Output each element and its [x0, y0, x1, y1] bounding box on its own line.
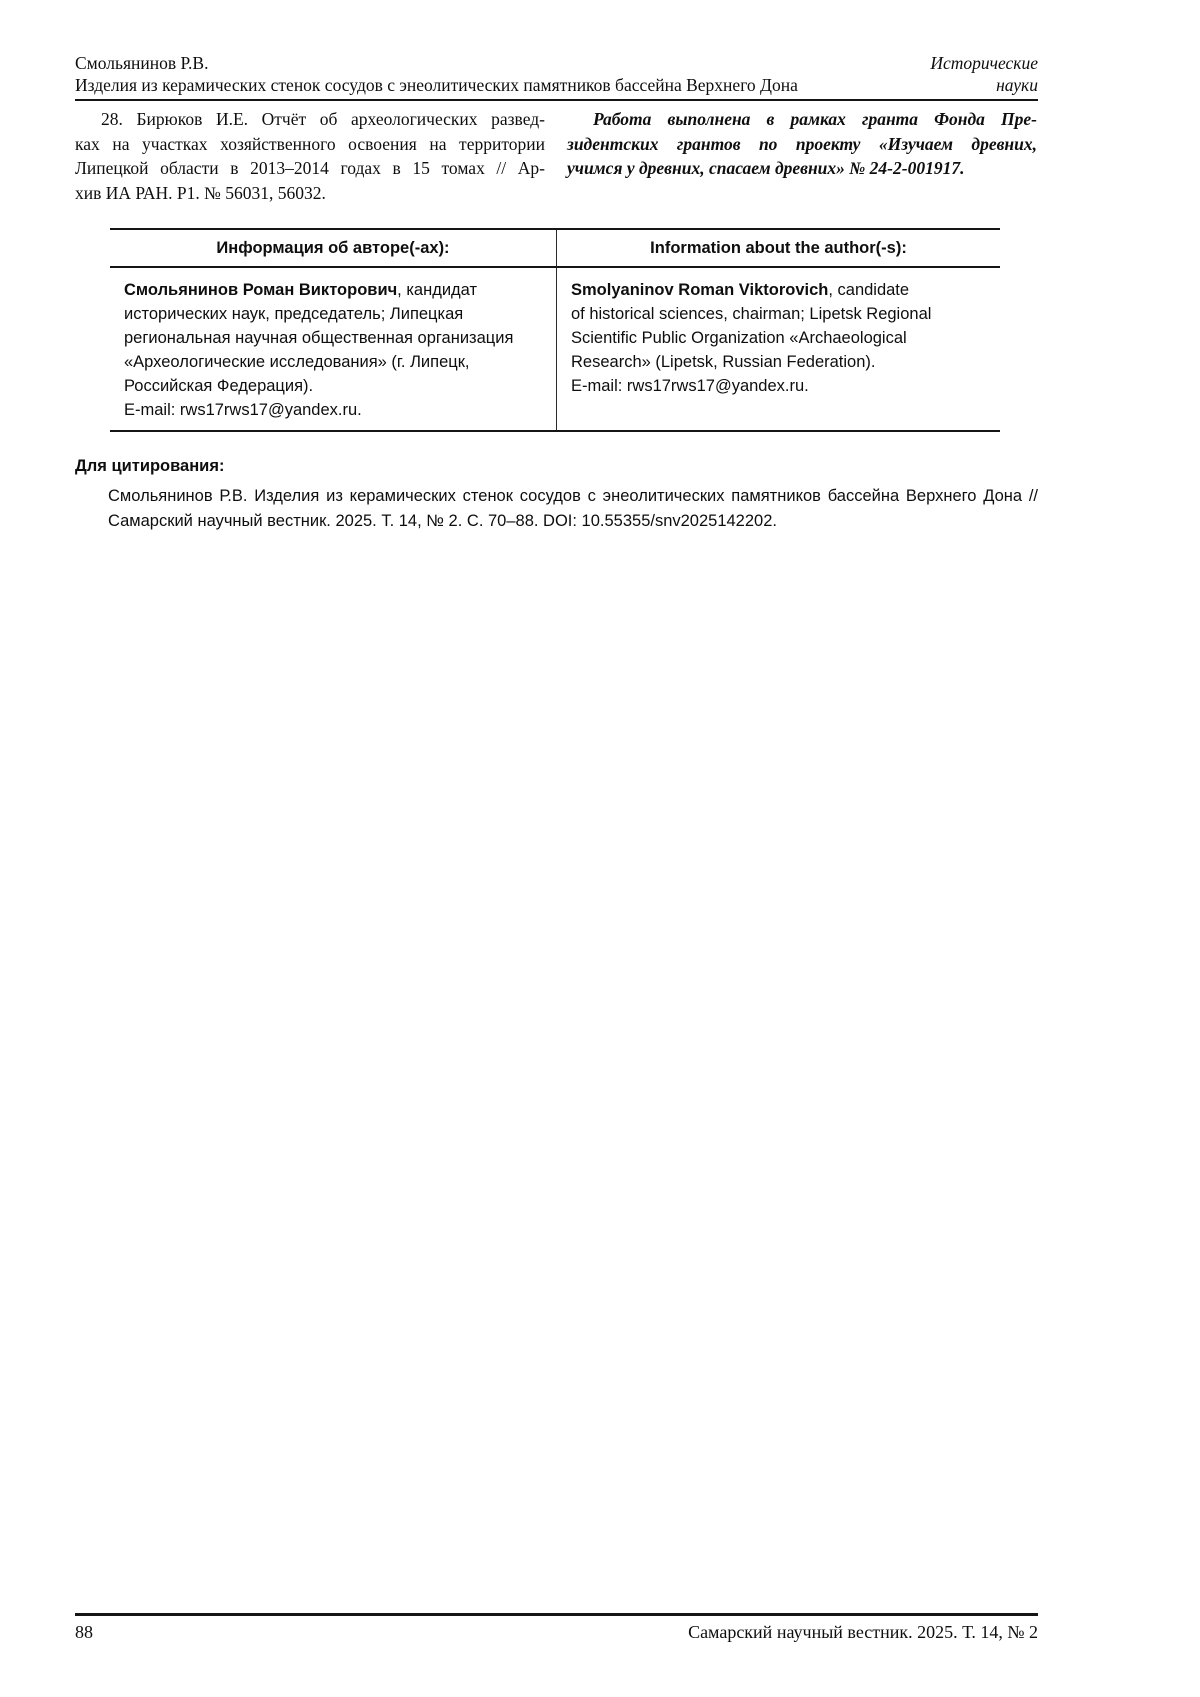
author-info-en	[557, 268, 1000, 430]
author-info-line: Research» (Lipetsk, Russian Federation).	[571, 353, 876, 371]
author-info-text: , кандидат	[397, 281, 478, 299]
author-info-text: , candidate	[828, 281, 910, 299]
reference-entry	[75, 107, 545, 205]
author-info-line	[124, 278, 542, 302]
table-header-ru: Информация об авторе(-ах):	[110, 230, 557, 268]
table-header-en: Information about the author(-s):	[557, 230, 1000, 268]
body-columns	[75, 107, 1037, 205]
reference-line: 28. Бирюков И.Е. Отчёт об археологических развед-	[101, 109, 545, 129]
author-name-ru: Смольянинов Роман Викторович	[124, 281, 398, 299]
grant-line: зидентских грантов по проекту «Изучаем древних,	[567, 133, 1037, 154]
journal-name: Самарский научный вестник. 2025. Т. 14, № 2	[688, 1622, 1038, 1642]
running-header	[75, 52, 1038, 101]
author-info-ru	[110, 268, 557, 430]
author-email-ru: E-mail: rws17rws17@yandex.ru.	[124, 401, 362, 419]
citation-section	[75, 455, 1038, 534]
author-info-line: «Археологические исследования» (г. Липецк,	[124, 353, 470, 371]
page-footer	[75, 1613, 1038, 1644]
grant-acknowledgement	[567, 107, 1037, 205]
running-header-author: Смольянинов Р.В.	[75, 53, 209, 73]
running-header-title: Изделия из керамических стенок сосудов с энеолитических памятников бассейна Верхнего Дона	[75, 75, 798, 95]
running-header-section-line1: Исторические	[930, 53, 1038, 73]
authors-info-table	[110, 228, 1000, 432]
citation-text	[75, 484, 1038, 534]
grant-line: учимся у древних, спасаем древних» № 24-2-001917.	[567, 158, 965, 178]
author-info-line	[571, 278, 986, 302]
citation-line: Смольянинов Р.В. Изделия из керамических стенок сосудов с энеолитических памятников бассейна Верхнего Дона //	[108, 487, 1038, 505]
author-email-en: E-mail: rws17rws17@yandex.ru.	[571, 377, 809, 395]
author-info-line: региональная научная общественная организация	[124, 329, 514, 347]
citation-line: Самарский научный вестник. 2025. Т. 14, № 2. С. 70–88. DOI: 10.55355/snv2025142202.	[108, 512, 777, 530]
author-info-line: Scientific Public Organization «Archaeological	[571, 329, 907, 347]
running-header-section-line2: науки	[996, 75, 1038, 95]
reference-line: Липецкой области в 2013–2014 годах в 15 томах // Ар-	[75, 158, 545, 178]
grant-line: Работа выполнена в рамках гранта Фонда Пре-	[593, 109, 1037, 129]
citation-label: Для цитирования:	[75, 457, 225, 475]
author-name-en: Smolyaninov Roman Viktorovich	[571, 281, 829, 299]
author-info-line: of historical sciences, chairman; Lipetsk Regional	[571, 305, 932, 323]
author-info-line: Российская Федерация).	[124, 377, 314, 395]
page-number: 88	[75, 1622, 93, 1642]
author-info-line: исторических наук, председатель; Липецкая	[124, 305, 464, 323]
reference-line: хив ИА РАН. Р1. № 56031, 56032.	[75, 182, 326, 203]
reference-line: ках на участках хозяйственного освоения на территории	[75, 133, 545, 154]
